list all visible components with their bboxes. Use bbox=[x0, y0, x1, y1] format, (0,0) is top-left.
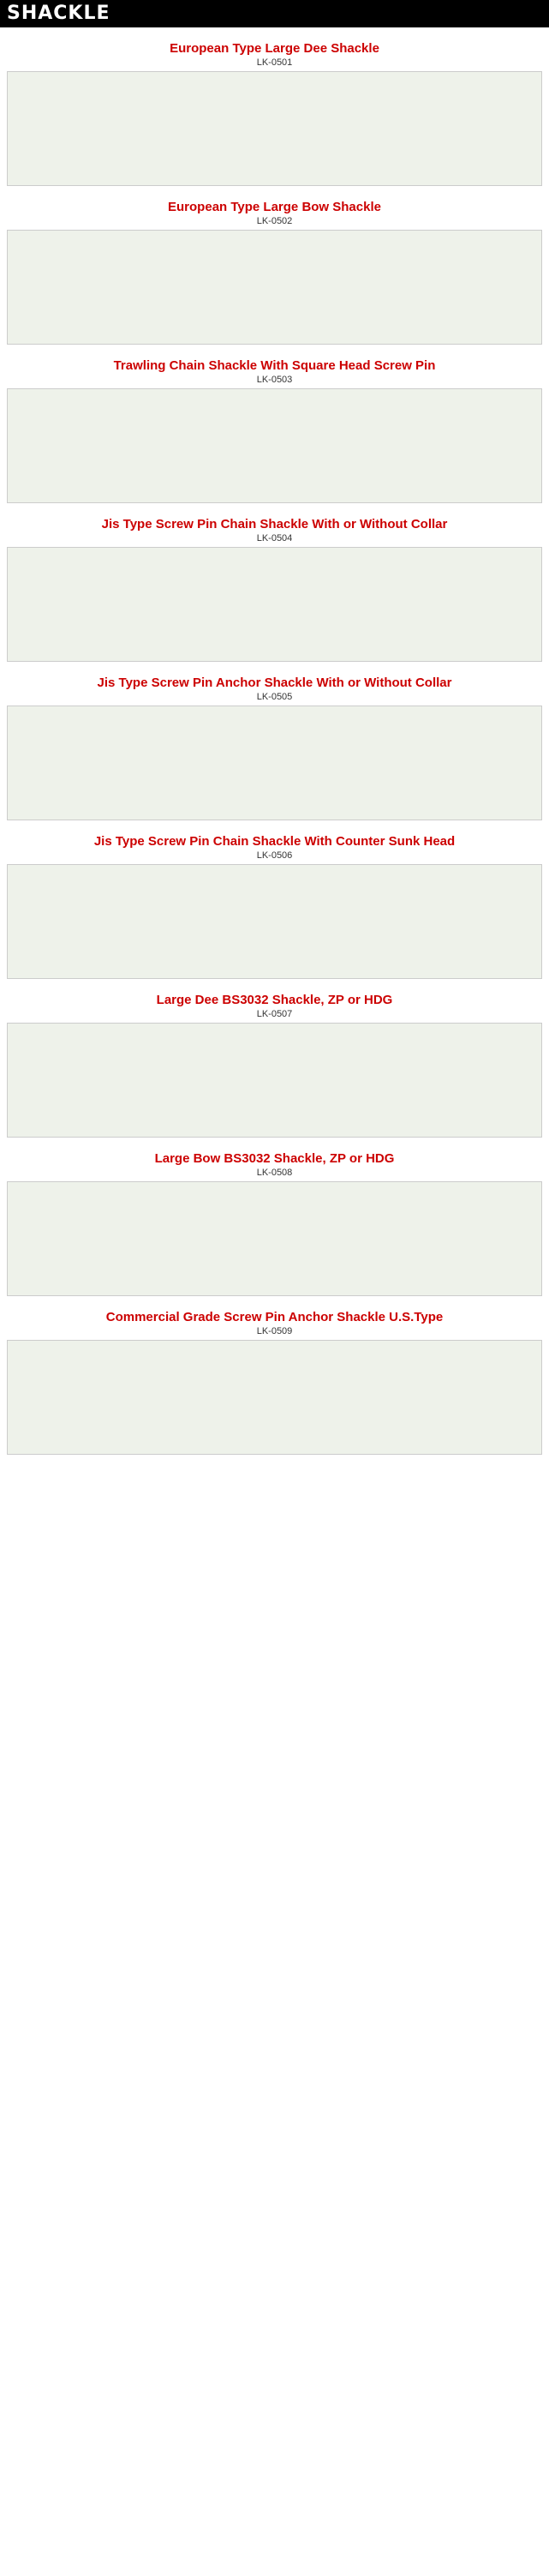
page-header: SHACKLE bbox=[0, 0, 549, 27]
product-panel bbox=[7, 1023, 542, 1138]
product-panel bbox=[7, 706, 542, 820]
product-panel bbox=[7, 230, 542, 345]
section-1 bbox=[0, 27, 549, 186]
product-panel bbox=[7, 1340, 542, 1455]
product-code: LK-0505 bbox=[256, 692, 293, 702]
section-5 bbox=[0, 662, 549, 820]
section-6 bbox=[0, 820, 549, 979]
sections bbox=[0, 27, 549, 1455]
section-title: Commercial Grade Screw Pin Anchor Shackle U.S.Type bbox=[105, 1310, 444, 1324]
product-panel bbox=[7, 1181, 542, 1296]
product-code: LK-0507 bbox=[256, 1009, 293, 1019]
section-title: Jis Type Screw Pin Chain Shackle With or Without Collar bbox=[101, 517, 448, 531]
product-code: LK-0502 bbox=[256, 216, 293, 226]
section-2 bbox=[0, 186, 549, 345]
section-7 bbox=[0, 979, 549, 1138]
section-title: Jis Type Screw Pin Chain Shackle With Counter Sunk Head bbox=[93, 834, 456, 849]
section-4 bbox=[0, 503, 549, 662]
section-title: European Type Large Bow Shackle bbox=[168, 200, 381, 214]
section-title: Jis Type Screw Pin Anchor Shackle With or Without Collar bbox=[97, 676, 452, 690]
product-code: LK-0509 bbox=[256, 1326, 293, 1336]
product-panel bbox=[7, 547, 542, 662]
product-code: LK-0506 bbox=[256, 850, 293, 861]
section-title: Large Dee BS3032 Shackle, ZP or HDG bbox=[156, 993, 393, 1007]
section-title: European Type Large Dee Shackle bbox=[170, 41, 379, 56]
product-code: LK-0508 bbox=[256, 1168, 293, 1178]
product-code: LK-0504 bbox=[256, 533, 293, 543]
section-8 bbox=[0, 1138, 549, 1296]
section-9 bbox=[0, 1296, 549, 1455]
section-title: Trawling Chain Shackle With Square Head Screw Pin bbox=[113, 358, 436, 373]
product-panel bbox=[7, 71, 542, 186]
product-code: LK-0501 bbox=[256, 57, 293, 68]
product-panel bbox=[7, 864, 542, 979]
section-title: Large Bow BS3032 Shackle, ZP or HDG bbox=[154, 1151, 395, 1166]
section-3 bbox=[0, 345, 549, 503]
product-panel bbox=[7, 388, 542, 503]
product-code: LK-0503 bbox=[256, 375, 293, 385]
